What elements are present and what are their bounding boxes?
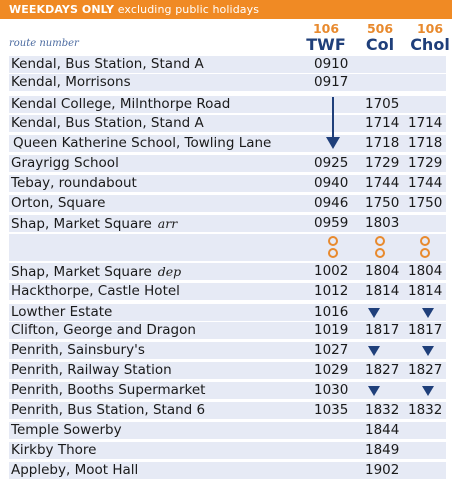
departure-time: 1019 bbox=[314, 322, 349, 338]
stop-name: Grayrigg School bbox=[11, 155, 119, 171]
table-row bbox=[9, 263, 446, 280]
departure-time: 1744 bbox=[408, 175, 443, 191]
departure-time: 1844 bbox=[365, 422, 400, 438]
table-row bbox=[9, 362, 446, 379]
departure-time: 1750 bbox=[408, 195, 443, 211]
table-row bbox=[9, 422, 446, 439]
table-row bbox=[9, 115, 446, 132]
stop-name: Tebay, roundabout bbox=[11, 175, 137, 191]
departure-time: 1814 bbox=[408, 283, 443, 299]
departure-time: 1714 bbox=[365, 115, 400, 131]
link-icon bbox=[419, 236, 431, 258]
stop-name: Kirkby Thore bbox=[11, 442, 97, 458]
departure-time: 1744 bbox=[365, 175, 400, 191]
stop-name: Kendal, Morrisons bbox=[11, 74, 131, 90]
departure-time: 1832 bbox=[365, 402, 400, 418]
departure-time: 1827 bbox=[408, 362, 443, 378]
link-icon bbox=[327, 236, 339, 258]
departure-time: 1729 bbox=[365, 155, 400, 171]
departure-time: 0910 bbox=[314, 56, 349, 72]
table-row bbox=[9, 74, 446, 91]
banner-title: WEEKDAYS ONLY bbox=[9, 3, 115, 16]
route-column-header-3 bbox=[400, 22, 452, 54]
departure-time: 1827 bbox=[365, 362, 400, 378]
departure-time: 1814 bbox=[365, 283, 400, 299]
departure-time: 1030 bbox=[314, 382, 349, 398]
stop-name: Penrith, Bus Station, Stand 6 bbox=[11, 402, 206, 418]
departure-time: 1718 bbox=[365, 135, 400, 151]
stop-name: Shap, Market Square dep bbox=[11, 264, 182, 280]
table-row bbox=[9, 322, 446, 339]
departure-time: 1804 bbox=[365, 263, 400, 279]
departure-time: 1803 bbox=[365, 215, 400, 231]
does-not-stop-icon bbox=[422, 308, 434, 318]
table-row bbox=[9, 96, 446, 113]
route-number: 106 bbox=[312, 21, 340, 36]
continues-arrow-icon bbox=[326, 137, 340, 149]
table-row bbox=[9, 283, 446, 300]
link-icon bbox=[374, 236, 386, 258]
departure-time: 0925 bbox=[314, 155, 349, 171]
does-not-stop-icon bbox=[368, 346, 380, 356]
departure-time: 1016 bbox=[314, 304, 349, 320]
table-row bbox=[9, 175, 446, 192]
stop-name: Appleby, Moot Hall bbox=[11, 462, 139, 478]
route-column-header-1 bbox=[296, 22, 356, 54]
departure-time: 0946 bbox=[314, 195, 349, 211]
table-row bbox=[9, 462, 446, 479]
route-code: Chol bbox=[410, 35, 450, 54]
departure-time: 1705 bbox=[365, 96, 400, 112]
departure-time: 1750 bbox=[365, 195, 400, 211]
stop-name: Clifton, George and Dragon bbox=[11, 322, 196, 338]
departure-time: 1817 bbox=[365, 322, 400, 338]
departure-time: 1849 bbox=[365, 442, 400, 458]
route-code: TWF bbox=[306, 35, 346, 54]
stop-name: Hackthorpe, Castle Hotel bbox=[11, 283, 180, 299]
departure-time: 1012 bbox=[314, 283, 349, 299]
table-row bbox=[9, 135, 446, 152]
departure-time: 1029 bbox=[314, 362, 349, 378]
departure-time: 1718 bbox=[408, 135, 443, 151]
departure-time: 1714 bbox=[408, 115, 443, 131]
table-row bbox=[9, 382, 446, 399]
does-not-stop-icon bbox=[422, 346, 434, 356]
table-row bbox=[9, 402, 446, 419]
table-row bbox=[9, 215, 446, 232]
route-code: Col bbox=[365, 35, 395, 54]
table-row bbox=[9, 304, 446, 321]
route-number-label: route number bbox=[9, 38, 79, 49]
table-row bbox=[9, 442, 446, 459]
stop-name: Shap, Market Square arr bbox=[11, 216, 178, 232]
stop-name: Temple Sowerby bbox=[11, 422, 122, 438]
stop-name: Kendal, Bus Station, Stand A bbox=[11, 115, 204, 131]
continues-line bbox=[332, 97, 334, 137]
arr-dep-marker: dep bbox=[157, 264, 182, 279]
stop-name: Queen Katherine School, Towling Lane bbox=[13, 135, 272, 151]
departure-time: 1832 bbox=[408, 402, 443, 418]
route-number: 506 bbox=[366, 21, 394, 36]
stop-name: Penrith, Booths Supermarket bbox=[11, 382, 206, 398]
departure-time: 1817 bbox=[408, 322, 443, 338]
stop-name: Lowther Estate bbox=[11, 304, 113, 320]
stop-name: Penrith, Railway Station bbox=[11, 362, 172, 378]
stop-name: Kendal, Bus Station, Stand A bbox=[11, 56, 204, 72]
does-not-stop-icon bbox=[422, 386, 434, 396]
table-row bbox=[9, 56, 446, 73]
table-row bbox=[9, 195, 446, 212]
arr-dep-marker: arr bbox=[157, 216, 178, 231]
table-row bbox=[9, 155, 446, 172]
departure-time: 1002 bbox=[314, 263, 349, 279]
route-number: 106 bbox=[416, 21, 444, 36]
departure-time: 0917 bbox=[314, 74, 349, 90]
stop-name: Orton, Square bbox=[11, 195, 106, 211]
stop-name: Penrith, Sainsbury's bbox=[11, 342, 145, 358]
table-row bbox=[9, 342, 446, 359]
departure-time: 0940 bbox=[314, 175, 349, 191]
does-not-stop-icon bbox=[368, 386, 380, 396]
departure-time: 1804 bbox=[408, 263, 443, 279]
departure-time: 1729 bbox=[408, 155, 443, 171]
stop-name: Kendal College, Milnthorpe Road bbox=[11, 96, 231, 112]
departure-time: 0959 bbox=[314, 215, 349, 231]
does-not-stop-icon bbox=[368, 308, 380, 318]
departure-time: 1027 bbox=[314, 342, 349, 358]
banner-subtitle: excluding public holidays bbox=[117, 3, 260, 16]
departure-time: 1035 bbox=[314, 402, 349, 418]
timetable-banner bbox=[0, 0, 452, 19]
departure-time: 1902 bbox=[365, 462, 400, 478]
